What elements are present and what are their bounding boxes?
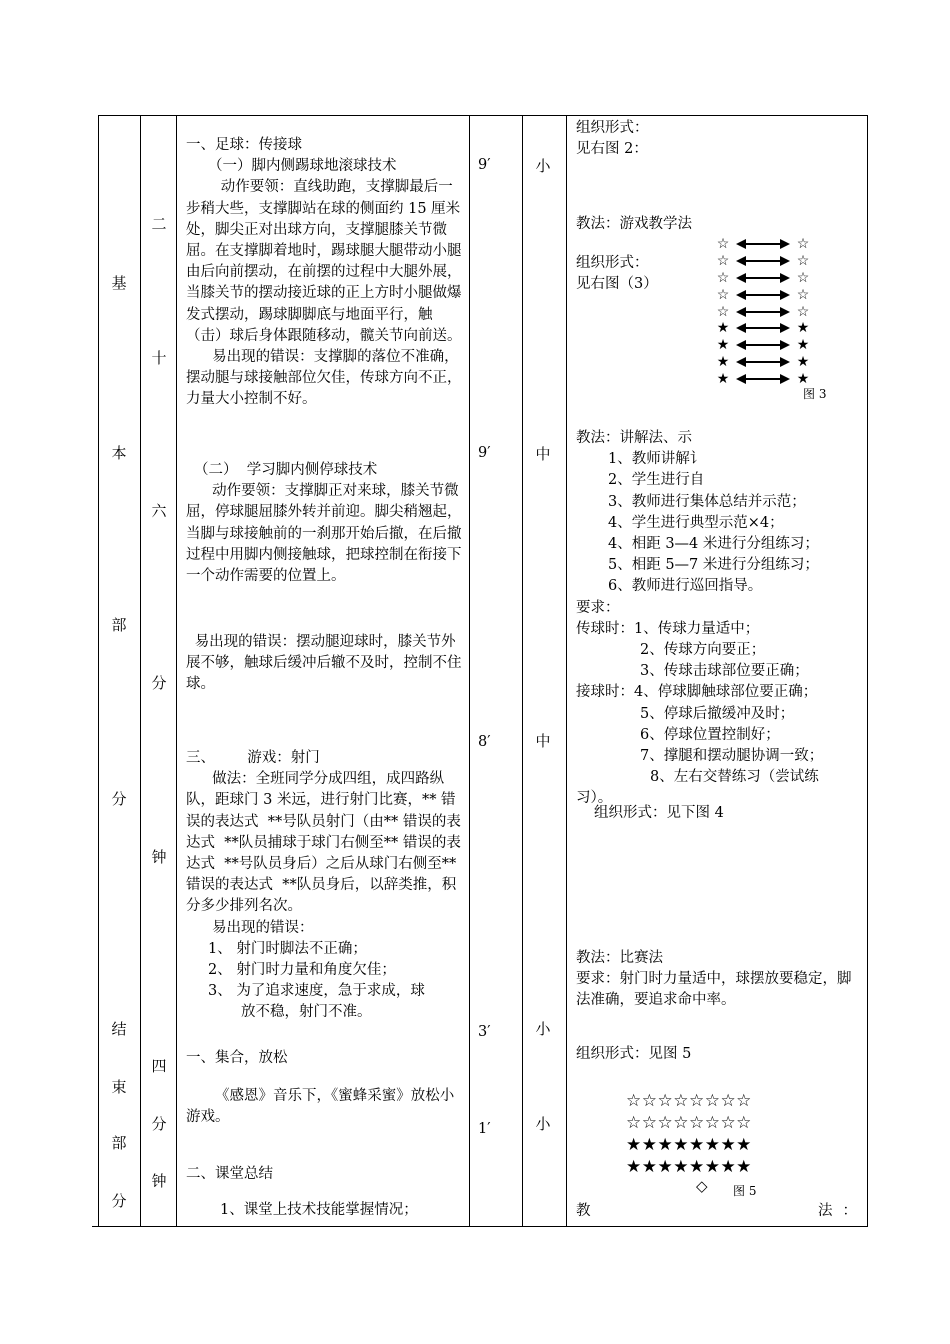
figure-5-row: ★★★★★★★★ (626, 1135, 752, 1155)
content-heading: 二、课堂总结 (186, 1166, 273, 1182)
requirement-item: 8、左右交替练习（尝试练 (650, 769, 819, 786)
content-column (186, 1200, 463, 1221)
section-time-char: 二 (151, 215, 167, 233)
method-text: 教法：比赛法 (576, 950, 663, 966)
method-text: 要求：射门时力量适中，球摆放要稳定，脚法准确，要追求命中率。 (576, 971, 852, 1009)
double-arrow-icon (736, 355, 790, 369)
method-text: 教法：游戏教学法 (576, 216, 692, 232)
method-text: 组织形式：见下图 4 (594, 805, 724, 821)
table-col-border-4 (469, 115, 470, 1227)
method-column (576, 214, 862, 235)
figure-3-row (714, 337, 834, 354)
player-star-icon: ☆ (796, 303, 810, 320)
player-star-icon: ★ (796, 337, 810, 354)
section-label-char: 结 (111, 1020, 127, 1038)
double-arrow-icon (736, 372, 790, 386)
player-star-icon: ★ (716, 337, 730, 354)
figure-3-row (714, 320, 834, 337)
method-text: 组织形式： (576, 255, 649, 271)
player-star-icon: ★ (796, 353, 810, 370)
time-value: 3′ (478, 1024, 491, 1040)
player-star-icon: ★ (716, 370, 730, 387)
player-star-icon: ☆ (796, 253, 810, 270)
figure-3-row (714, 236, 834, 253)
method-column (576, 253, 716, 295)
method-step: 5、相距 5—7 米进行分组练习； (608, 557, 819, 574)
method-column (594, 803, 864, 824)
requirement-item: 2、传球方向要正； (640, 642, 766, 659)
method-column (576, 428, 862, 810)
section-label-char: 分 (111, 1192, 127, 1210)
requirement-item: 传球时：1、传球力量适中； (576, 620, 760, 637)
method-text: 教法：讲解法、示 (576, 430, 692, 446)
error-list-item: 放不稳，射门不准。 (241, 1004, 372, 1021)
player-star-icon: ☆ (796, 236, 810, 253)
section-time-char: 分 (151, 674, 167, 692)
requirement-item: 6、停球位置控制好； (640, 726, 780, 743)
table-bottom-border (92, 1226, 868, 1227)
method-column (576, 118, 862, 160)
content-column (186, 135, 463, 411)
player-star-icon: ☆ (716, 286, 730, 303)
time-value: 9′ (478, 157, 491, 173)
player-star-icon: ★ (716, 320, 730, 337)
content-paragraph: 《感恩》音乐下，《蜜蜂采蜜》放松小游戏。 (186, 1088, 455, 1126)
content-subheading: （一）脚内侧踢球地滚球技术 (208, 158, 397, 175)
content-paragraph: 易出现的错误：支撑脚的落位不准确，摆动腿与球接触部位欠佳，传球方向不正，力量大小控制不好。 (186, 349, 462, 408)
figure-3-row (714, 253, 834, 270)
content-heading: 三、 游戏：射门 (186, 750, 320, 766)
section-label-char: 部 (111, 616, 127, 634)
time-value: 8′ (478, 734, 491, 750)
player-star-icon: ★ (716, 353, 730, 370)
section-time-char: 六 (151, 502, 167, 520)
section-label-char: 部 (111, 1134, 127, 1152)
method-column (576, 948, 862, 1012)
player-star-icon: ☆ (716, 269, 730, 286)
player-star-icon: ☆ (796, 286, 810, 303)
method-text: 法： (818, 1203, 867, 1219)
table-top-border (98, 115, 868, 116)
method-text: 教 (576, 1203, 591, 1219)
player-star-icon: ★ (796, 320, 810, 337)
player-star-icon: ☆ (716, 303, 730, 320)
content-column (186, 632, 463, 696)
player-star-icon: ★ (796, 370, 810, 387)
method-text: 见右图 2： (576, 141, 648, 158)
content-paragraph: 动作要领：支撑脚正对来球，膝关节微屈，停球腿屈膝外转并前迎。脚尖稍翘起，当脚与球接触前的一刹那开始后撤，在后撤过程中用脚内侧接触球，把球控制在衔接下一个动作需要的位置上。 (186, 483, 462, 585)
content-paragraph: 做法：全班同学分成四组，成四路纵队，距球门 3 米远，进行射门比赛，** 错误的表达式 **号队员射门（由** 错误的表达式 **队员捕球于球门右侧至** 错误的表达式 **号队员身后）之后从球门右侧至** 错误的表达式 **队员身后，以辞类推，积分多少排列名次。 (186, 771, 461, 915)
content-paragraph: 易出现的错误：摆动腿迎球时，膝关节外展不够，触球后缓冲后辙不及时，控制不住球。 (186, 634, 462, 693)
double-arrow-icon (736, 288, 790, 302)
content-heading: 一、集合，放松 (186, 1050, 288, 1066)
section-time-char: 十 (151, 349, 167, 367)
content-heading: 一、足球：传接球 (186, 137, 302, 153)
content-column (186, 1048, 463, 1069)
content-column (186, 748, 463, 1024)
figure-5-row: ★★★★★★★★ (626, 1157, 752, 1177)
figure-3-row (714, 270, 834, 287)
double-arrow-icon (736, 338, 790, 352)
content-column (186, 1086, 463, 1128)
figure-5-row: ☆☆☆☆☆☆☆☆ (626, 1091, 752, 1111)
requirement-item: 习）。 (576, 790, 613, 807)
figure-5-row: ☆☆☆☆☆☆☆☆ (626, 1113, 752, 1133)
intensity-value: 小 (535, 157, 551, 175)
figure-3-row (714, 354, 834, 371)
section-time-char: 钟 (151, 1172, 167, 1190)
method-text: 组织形式： (576, 120, 649, 136)
table-col-border-6 (566, 115, 567, 1227)
section-time-char: 分 (151, 1115, 167, 1133)
requirement-item: 7、撑腿和摆动腿协调一致； (640, 748, 824, 765)
content-paragraph: 1、课堂上技术技能掌握情况； (220, 1202, 418, 1218)
requirement-item: 接球时：4、停球脚触球部位要正确； (576, 684, 818, 701)
content-column (186, 1164, 463, 1185)
intensity-value: 中 (535, 445, 551, 463)
intensity-value: 中 (535, 732, 551, 750)
figure-3-diagram (714, 236, 834, 387)
double-arrow-icon (736, 321, 790, 335)
method-column (576, 1044, 862, 1065)
player-star-icon: ☆ (796, 269, 810, 286)
content-paragraph: 动作要领：直线助跑，支撑脚最后一步稍大些，支撑脚站在球的侧面约 15 厘米处，脚尖正对出球方向，支撑腿膝关节微屈。在支撑脚着地时，踢球腿大腿带动小腿由后向前摆动，在前摆的过程中大腿外展，当膝关节的摆动接近球的正上方时小腿做爆发式摆动，踢球脚脚底与地面平行，触（击）球后身体跟随移动，髋关节向前送。 (186, 179, 462, 344)
time-value: 9′ (478, 445, 491, 461)
error-list-item: 3、 为了追求速度，急于求成，球 (208, 983, 425, 1000)
error-list-item: 2、 射门时力量和角度欠佳； (208, 962, 396, 979)
double-arrow-icon (736, 237, 790, 251)
section-label-char: 束 (111, 1078, 127, 1096)
content-subheading: （二） 学习脚内侧停球技术 (194, 462, 378, 478)
intensity-value: 小 (535, 1020, 551, 1038)
section-label-char: 分 (111, 790, 127, 808)
figure-5-diagram (626, 1090, 786, 1178)
double-arrow-icon (736, 254, 790, 268)
time-value: 1′ (478, 1121, 491, 1137)
table-col-border-5 (522, 115, 523, 1227)
intensity-value: 小 (535, 1115, 551, 1133)
player-star-icon: ☆ (716, 236, 730, 253)
double-arrow-icon (736, 271, 790, 285)
figure-3-row (714, 286, 834, 303)
figure-5-caption: 图 5 (733, 1184, 757, 1198)
figure-3-row (714, 303, 834, 320)
double-arrow-icon (736, 305, 790, 319)
section-label-char: 本 (111, 444, 127, 462)
content-column (186, 460, 463, 587)
requirement-item: 3、传球击球部位要正确； (640, 663, 809, 680)
section-time-char: 四 (151, 1057, 167, 1075)
section-label-char: 基 (111, 274, 127, 292)
table-col-border-7 (867, 115, 868, 1227)
goal-diamond-icon: ◇ (696, 1177, 708, 1195)
requirement-item: 5、停球后撤缓冲及时； (640, 705, 795, 722)
method-step: 3、教师进行集体总结并示范； (608, 493, 806, 510)
method-step: 1、教师讲解讠 (608, 451, 705, 468)
figure-3-caption: 图 3 (803, 387, 827, 401)
player-star-icon: ☆ (716, 253, 730, 270)
content-paragraph: 易出现的错误： (212, 919, 314, 936)
method-text: 见右图（3） (576, 276, 658, 293)
method-step: 2、学生进行自 (608, 472, 705, 489)
section-time-char: 钟 (151, 848, 167, 866)
error-list-item: 1、 射门时脚法不正确； (208, 940, 367, 957)
method-step: 6、教师进行巡回指导。 (608, 578, 763, 595)
method-step: 4、学生进行典型示范×4； (608, 514, 784, 531)
method-text: 要求： (576, 599, 620, 616)
method-text: 组织形式：见图 5 (576, 1046, 692, 1062)
method-step: 4、相距 3—4 米进行分组练习； (608, 536, 819, 553)
